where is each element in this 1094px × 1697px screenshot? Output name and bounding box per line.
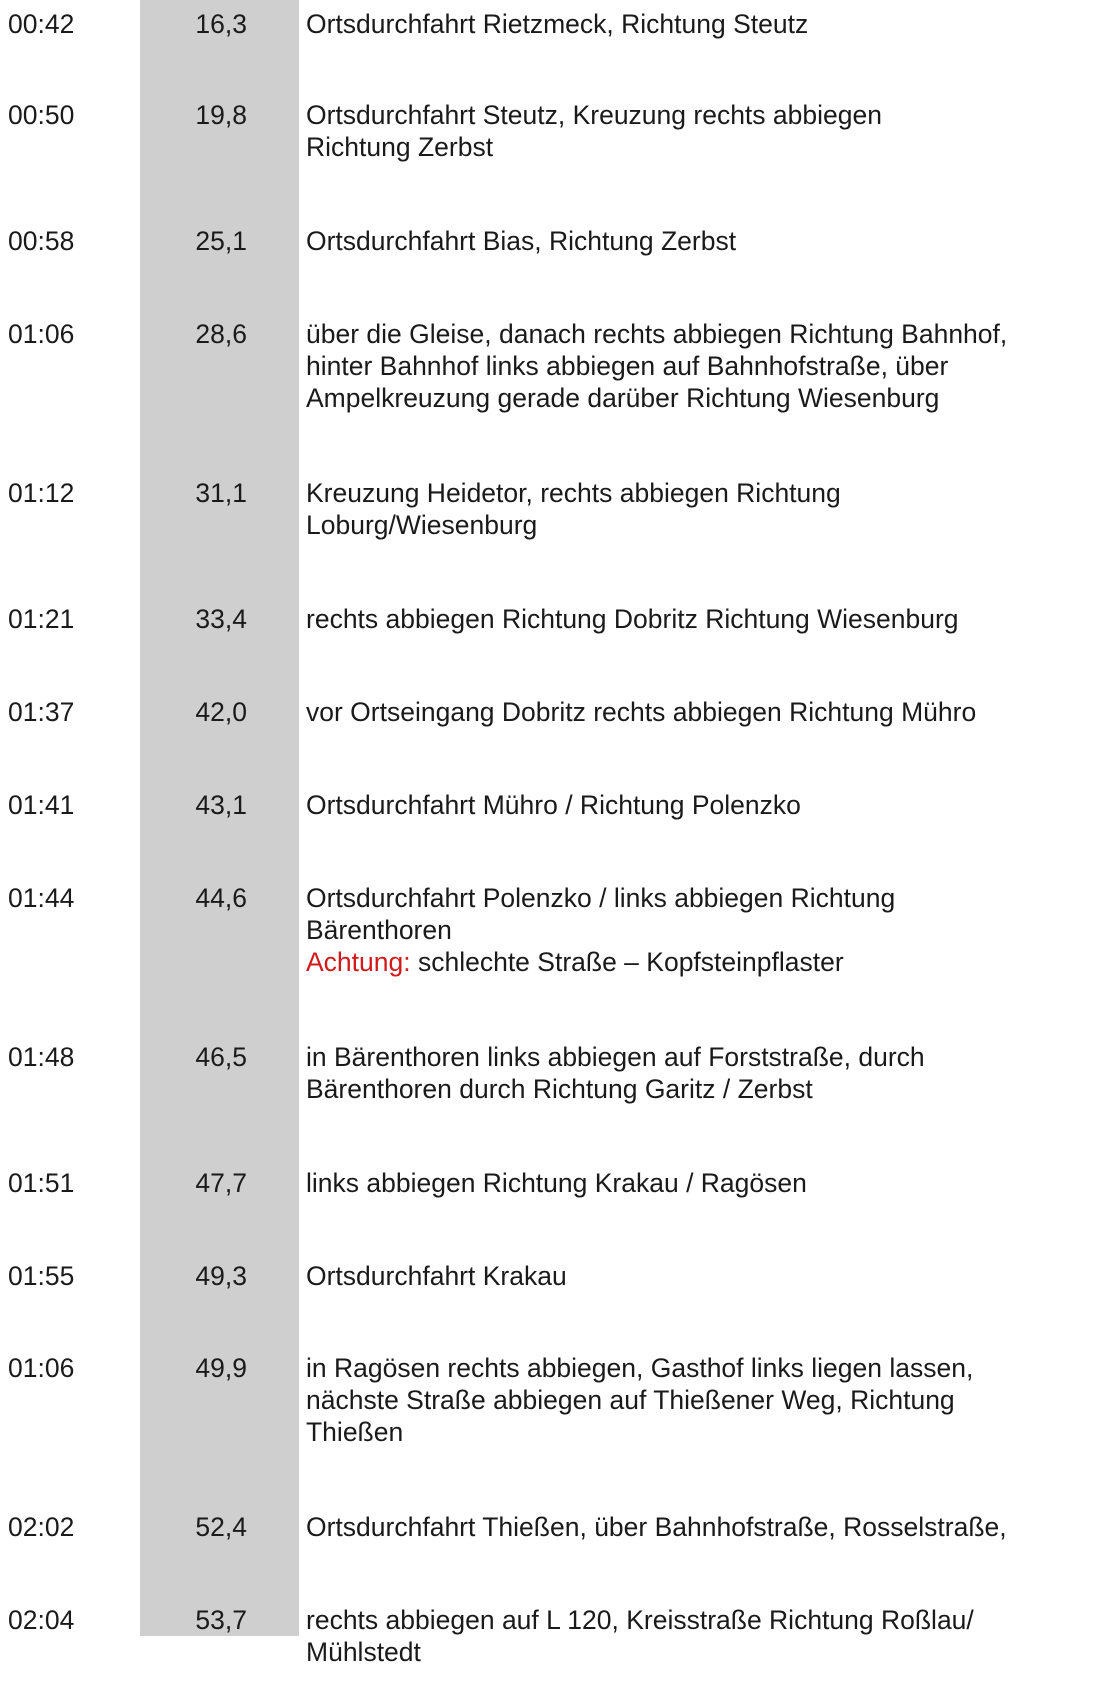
description-line: Ortsdurchfahrt Krakau xyxy=(306,1261,567,1291)
time-cell: 01:21 xyxy=(8,604,75,634)
description-line: Thießen xyxy=(306,1417,404,1447)
description-line: Ortsdurchfahrt Polenzko / links abbiegen Richtung xyxy=(306,883,896,913)
description-cell xyxy=(306,99,1086,163)
warning-label: Achtung: xyxy=(306,947,411,977)
km-cell: 19,8 xyxy=(195,100,247,130)
description-line: über die Gleise, danach rechts abbiegen Richtung Bahnhof, xyxy=(306,319,1008,349)
km-cell: 42,0 xyxy=(195,697,247,727)
description-line: Loburg/Wiesenburg xyxy=(306,510,538,540)
description-line: in Ragösen rechts abbiegen, Gasthof links liegen lassen, xyxy=(306,1353,974,1383)
description-cell xyxy=(306,225,1086,257)
description-line: Richtung Zerbst xyxy=(306,132,494,162)
time-cell: 00:58 xyxy=(8,226,75,256)
description-line: in Bärenthoren links abbiegen auf Forststraße, durch xyxy=(306,1042,925,1072)
description-line: Ampelkreuzung gerade darüber Richtung Wiesenburg xyxy=(306,383,940,413)
description-line: hinter Bahnhof links abbiegen auf Bahnhofstraße, über xyxy=(306,351,949,381)
warning-line xyxy=(306,946,1086,978)
time-cell: 01:41 xyxy=(8,790,75,820)
km-cell: 16,3 xyxy=(195,9,247,39)
description-cell xyxy=(306,1041,1086,1105)
time-cell: 01:12 xyxy=(8,478,75,508)
description-line: vor Ortseingang Dobritz rechts abbiegen Richtung Mühro xyxy=(306,697,977,727)
description-cell xyxy=(306,882,1086,978)
km-cell: 49,9 xyxy=(195,1353,247,1383)
description-line: nächste Straße abbiegen auf Thießener Weg, Richtung xyxy=(306,1385,955,1415)
km-cell: 53,7 xyxy=(195,1605,247,1635)
description-line: Ortsdurchfahrt Rietzmeck, Richtung Steutz xyxy=(306,9,809,39)
km-cell: 47,7 xyxy=(195,1168,247,1198)
description-cell xyxy=(306,477,1086,541)
time-cell: 02:04 xyxy=(8,1605,75,1635)
description-cell xyxy=(306,318,1086,414)
description-line: rechts abbiegen Richtung Dobritz Richtung Wiesenburg xyxy=(306,604,959,634)
description-line: Ortsdurchfahrt Mühro / Richtung Polenzko xyxy=(306,790,801,820)
description-line: Ortsdurchfahrt Thießen, über Bahnhofstraße, Rosselstraße, xyxy=(306,1512,1007,1542)
description-line: rechts abbiegen auf L 120, Kreisstraße Richtung Roßlau/ xyxy=(306,1605,974,1635)
time-cell: 01:51 xyxy=(8,1168,75,1198)
km-cell: 44,6 xyxy=(195,883,247,913)
description-cell xyxy=(306,696,1086,728)
description-cell xyxy=(306,1604,1086,1668)
time-cell: 01:44 xyxy=(8,883,75,913)
description-cell xyxy=(306,1260,1086,1292)
time-cell: 01:48 xyxy=(8,1042,75,1072)
description-line: links abbiegen Richtung Krakau / Ragösen xyxy=(306,1168,807,1198)
description-cell xyxy=(306,789,1086,821)
km-cell: 28,6 xyxy=(195,319,247,349)
km-cell: 25,1 xyxy=(195,226,247,256)
description-cell xyxy=(306,8,1086,40)
description-cell xyxy=(306,1352,1086,1448)
time-cell: 01:37 xyxy=(8,697,75,727)
time-cell: 00:50 xyxy=(8,100,75,130)
description-line: Ortsdurchfahrt Bias, Richtung Zerbst xyxy=(306,226,737,256)
km-cell: 43,1 xyxy=(195,790,247,820)
km-cell: 33,4 xyxy=(195,604,247,634)
time-cell: 01:06 xyxy=(8,319,75,349)
description-cell xyxy=(306,603,1086,635)
description-cell xyxy=(306,1167,1086,1199)
time-cell: 02:02 xyxy=(8,1512,75,1542)
km-cell: 52,4 xyxy=(195,1512,247,1542)
description-line: Ortsdurchfahrt Steutz, Kreuzung rechts abbiegen xyxy=(306,100,882,130)
description-line: Kreuzung Heidetor, rechts abbiegen Richtung xyxy=(306,478,841,508)
time-cell: 00:42 xyxy=(8,9,75,39)
description-cell xyxy=(306,1511,1086,1543)
km-cell: 49,3 xyxy=(195,1261,247,1291)
warning-text: schlechte Straße – Kopfsteinpflaster xyxy=(410,947,844,977)
description-line: Mühlstedt xyxy=(306,1637,421,1667)
time-cell: 01:55 xyxy=(8,1261,75,1291)
time-cell: 01:06 xyxy=(8,1353,75,1383)
description-line: Bärenthoren durch Richtung Garitz / Zerbst xyxy=(306,1074,813,1104)
description-line: Bärenthoren xyxy=(306,915,452,945)
km-cell: 31,1 xyxy=(195,478,247,508)
km-cell: 46,5 xyxy=(195,1042,247,1072)
